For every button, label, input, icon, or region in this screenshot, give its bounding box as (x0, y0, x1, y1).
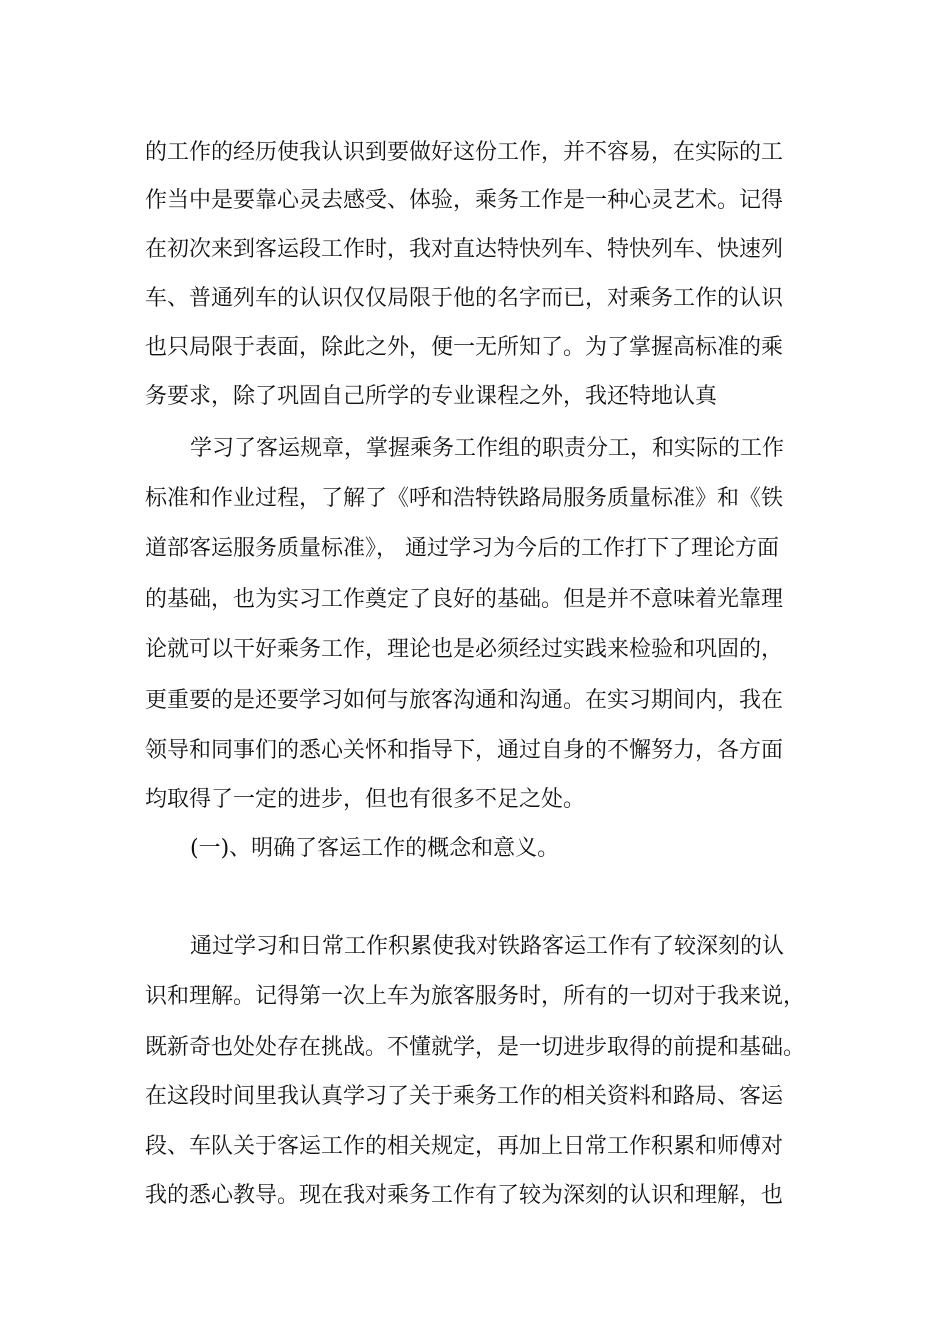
text-line: 道部客运服务质量标准》， 通过学习为今后的工作打下了理论方面 (145, 536, 779, 561)
text-line: 段、车队关于客运工作的相关规定，再加上日常工作积累和师傅对 (145, 1134, 784, 1159)
text-line: 标准和作业过程，了解了《呼和浩特铁路局服务质量标准》和《铁 (145, 486, 784, 511)
text-line: 通过学习和日常工作积累使我对铁路客运工作有了较深刻的认 (190, 934, 785, 959)
text-line: 在这段时间里我认真学习了关于乘务工作的相关资料和路局、客运 (145, 1084, 784, 1109)
text-line: 更重要的是还要学习如何与旅客沟通和沟通。在实习期间内，我在 (145, 688, 784, 713)
text-line: 的基础，也为实习工作奠定了良好的基础。但是并不意味着光靠理 (145, 587, 784, 612)
text-line: 均取得了一定的进步，但也有很多不足之处。 (145, 787, 586, 812)
text-line: 在初次来到客运段工作时，我对直达特快列车、特快列车、快速列 (145, 237, 784, 262)
text-line: 识和理解。记得第一次上车为旅客服务时，所有的一切对于我来说， (145, 984, 806, 1009)
text-line: 车、普通列车的认识仅仅局限于他的名字而已，对乘务工作的认识 (145, 286, 784, 311)
text-line: 既新奇也处处存在挑战。不懂就学，是一切进步取得的前提和基础。 (145, 1035, 806, 1060)
text-line: 务要求，除了巩固自己所学的专业课程之外，我还特地认真 (145, 384, 718, 409)
text-line: 学习了客运规章，掌握乘务工作组的职责分工，和实际的工作 (190, 436, 785, 461)
text-line: 作当中是要靠心灵去感受、体验，乘务工作是一种心灵艺术。记得 (145, 188, 784, 213)
text-line: 论就可以干好乘务工作，理论也是必须经过实践来检验和巩固的， (145, 637, 784, 662)
text-line: 领导和同事们的悉心关怀和指导下，通过自身的不懈努力，各方面 (145, 738, 784, 763)
section-heading: (一)、明确了客运工作的概念和意义。 (190, 836, 560, 861)
text-line: 的工作的经历使我认识到要做好这份工作，并不容易，在实际的工 (145, 140, 784, 165)
text-line: 也只局限于表面，除此之外，便一无所知了。为了掌握高标准的乘 (145, 335, 784, 360)
text-line: 我的悉心教导。现在我对乘务工作有了较为深刻的认识和理解，也 (145, 1183, 784, 1208)
